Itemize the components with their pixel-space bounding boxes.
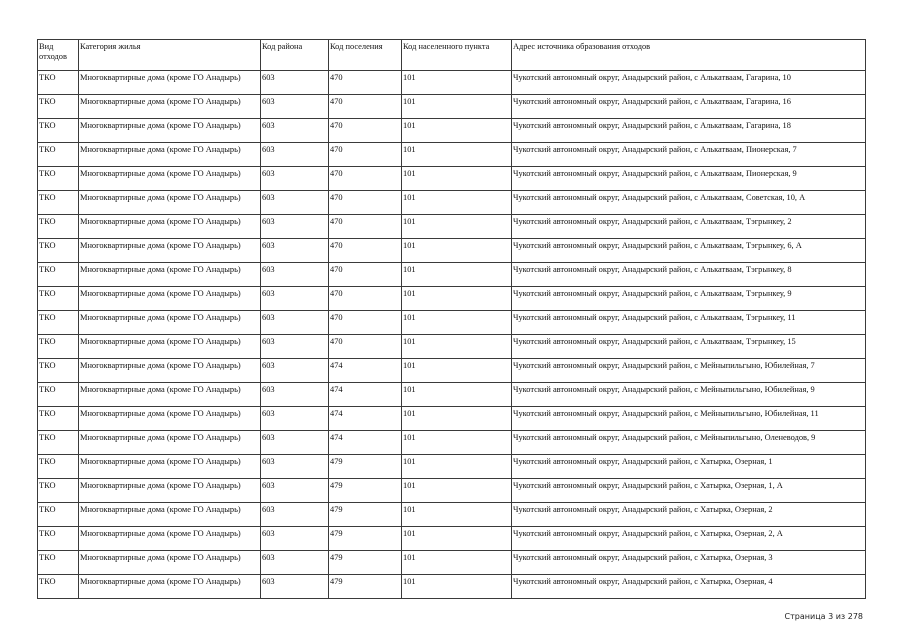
table-row: [38, 191, 866, 215]
cell-district-code: 603: [261, 527, 329, 551]
cell-district-code: 603: [261, 239, 329, 263]
cell-locality-code: 101: [402, 575, 512, 599]
header-locality-code: Код населенного пункта: [402, 40, 512, 71]
cell-source-address: Чукотский автономный округ, Анадырский район, с Алькатваам, Тэгрынкеу, 9: [512, 287, 866, 311]
table-row: [38, 407, 866, 431]
cell-waste-type: ТКО: [38, 431, 79, 455]
cell-source-address: Чукотский автономный округ, Анадырский район, с Мейныпильгыно, Юбилейная, 7: [512, 359, 866, 383]
cell-source-address: Чукотский автономный округ, Анадырский район, с Алькатваам, Советская, 10, А: [512, 191, 866, 215]
cell-housing-category: Многоквартирные дома (кроме ГО Анадырь): [79, 167, 261, 191]
table-row: [38, 551, 866, 575]
cell-waste-type: ТКО: [38, 527, 79, 551]
header-settlement-code: Код поселения: [329, 40, 402, 71]
cell-locality-code: 101: [402, 95, 512, 119]
cell-district-code: 603: [261, 551, 329, 575]
cell-settlement-code: 479: [329, 479, 402, 503]
cell-locality-code: 101: [402, 167, 512, 191]
table-row: [38, 95, 866, 119]
cell-housing-category: Многоквартирные дома (кроме ГО Анадырь): [79, 191, 261, 215]
cell-waste-type: ТКО: [38, 359, 79, 383]
cell-settlement-code: 479: [329, 575, 402, 599]
cell-source-address: Чукотский автономный округ, Анадырский район, с Алькатваам, Тэгрынкеу, 15: [512, 335, 866, 359]
cell-source-address: Чукотский автономный округ, Анадырский район, с Алькатваам, Гагарина, 16: [512, 95, 866, 119]
cell-settlement-code: 470: [329, 239, 402, 263]
cell-waste-type: ТКО: [38, 143, 79, 167]
cell-locality-code: 101: [402, 503, 512, 527]
table-row: [38, 383, 866, 407]
cell-district-code: 603: [261, 71, 329, 95]
header-source-address: Адрес источника образования отходов: [512, 40, 866, 71]
cell-housing-category: Многоквартирные дома (кроме ГО Анадырь): [79, 407, 261, 431]
table-row: [38, 239, 866, 263]
cell-housing-category: Многоквартирные дома (кроме ГО Анадырь): [79, 527, 261, 551]
cell-housing-category: Многоквартирные дома (кроме ГО Анадырь): [79, 479, 261, 503]
cell-district-code: 603: [261, 503, 329, 527]
cell-housing-category: Многоквартирные дома (кроме ГО Анадырь): [79, 311, 261, 335]
cell-source-address: Чукотский автономный округ, Анадырский район, с Мейныпильгыно, Оленеводов, 9: [512, 431, 866, 455]
cell-housing-category: Многоквартирные дома (кроме ГО Анадырь): [79, 431, 261, 455]
cell-housing-category: Многоквартирные дома (кроме ГО Анадырь): [79, 551, 261, 575]
cell-district-code: 603: [261, 215, 329, 239]
cell-source-address: Чукотский автономный округ, Анадырский район, с Хатырка, Озерная, 2, А: [512, 527, 866, 551]
table-row: [38, 143, 866, 167]
cell-settlement-code: 479: [329, 455, 402, 479]
cell-settlement-code: 474: [329, 407, 402, 431]
cell-source-address: Чукотский автономный округ, Анадырский район, с Хатырка, Озерная, 3: [512, 551, 866, 575]
cell-locality-code: 101: [402, 359, 512, 383]
cell-source-address: Чукотский автономный округ, Анадырский район, с Хатырка, Озерная, 4: [512, 575, 866, 599]
cell-settlement-code: 474: [329, 431, 402, 455]
cell-district-code: 603: [261, 167, 329, 191]
cell-waste-type: ТКО: [38, 71, 79, 95]
cell-locality-code: 101: [402, 383, 512, 407]
cell-district-code: 603: [261, 287, 329, 311]
cell-source-address: Чукотский автономный округ, Анадырский район, с Мейныпильгыно, Юбилейная, 9: [512, 383, 866, 407]
cell-source-address: Чукотский автономный округ, Анадырский район, с Хатырка, Озерная, 1, А: [512, 479, 866, 503]
cell-source-address: Чукотский автономный округ, Анадырский район, с Алькатваам, Пионерская, 7: [512, 143, 866, 167]
cell-locality-code: 101: [402, 287, 512, 311]
cell-source-address: Чукотский автономный округ, Анадырский район, с Алькатваам, Гагарина, 18: [512, 119, 866, 143]
cell-locality-code: 101: [402, 407, 512, 431]
cell-district-code: 603: [261, 407, 329, 431]
cell-waste-type: ТКО: [38, 335, 79, 359]
cell-waste-type: ТКО: [38, 503, 79, 527]
cell-locality-code: 101: [402, 119, 512, 143]
cell-settlement-code: 470: [329, 143, 402, 167]
cell-settlement-code: 470: [329, 95, 402, 119]
cell-district-code: 603: [261, 95, 329, 119]
cell-housing-category: Многоквартирные дома (кроме ГО Анадырь): [79, 359, 261, 383]
cell-housing-category: Многоквартирные дома (кроме ГО Анадырь): [79, 143, 261, 167]
table-row: [38, 263, 866, 287]
cell-housing-category: Многоквартирные дома (кроме ГО Анадырь): [79, 455, 261, 479]
cell-settlement-code: 470: [329, 191, 402, 215]
header-housing-category: Категория жилья: [79, 40, 261, 71]
cell-locality-code: 101: [402, 479, 512, 503]
cell-locality-code: 101: [402, 143, 512, 167]
cell-housing-category: Многоквартирные дома (кроме ГО Анадырь): [79, 71, 261, 95]
table-header: [38, 40, 866, 71]
cell-waste-type: ТКО: [38, 263, 79, 287]
cell-waste-type: ТКО: [38, 287, 79, 311]
cell-housing-category: Многоквартирные дома (кроме ГО Анадырь): [79, 263, 261, 287]
cell-locality-code: 101: [402, 239, 512, 263]
cell-settlement-code: 470: [329, 167, 402, 191]
cell-housing-category: Многоквартирные дома (кроме ГО Анадырь): [79, 119, 261, 143]
waste-sources-table: [37, 39, 866, 599]
cell-settlement-code: 470: [329, 335, 402, 359]
cell-locality-code: 101: [402, 191, 512, 215]
cell-waste-type: ТКО: [38, 191, 79, 215]
table-row: [38, 431, 866, 455]
cell-district-code: 603: [261, 479, 329, 503]
table-row: [38, 119, 866, 143]
cell-district-code: 603: [261, 431, 329, 455]
cell-settlement-code: 479: [329, 527, 402, 551]
page-number: Страница 3 из 278: [784, 612, 863, 621]
table-body: [38, 71, 866, 599]
cell-housing-category: Многоквартирные дома (кроме ГО Анадырь): [79, 335, 261, 359]
cell-source-address: Чукотский автономный округ, Анадырский район, с Алькатваам, Тэгрынкеу, 11: [512, 311, 866, 335]
table-row: [38, 575, 866, 599]
cell-district-code: 603: [261, 575, 329, 599]
table-row: [38, 503, 866, 527]
table-row: [38, 287, 866, 311]
cell-source-address: Чукотский автономный округ, Анадырский район, с Алькатваам, Гагарина, 10: [512, 71, 866, 95]
cell-district-code: 603: [261, 311, 329, 335]
cell-locality-code: 101: [402, 431, 512, 455]
cell-housing-category: Многоквартирные дома (кроме ГО Анадырь): [79, 287, 261, 311]
cell-source-address: Чукотский автономный округ, Анадырский район, с Алькатваам, Тэгрынкеу, 8: [512, 263, 866, 287]
cell-waste-type: ТКО: [38, 239, 79, 263]
cell-locality-code: 101: [402, 335, 512, 359]
cell-waste-type: ТКО: [38, 119, 79, 143]
cell-source-address: Чукотский автономный округ, Анадырский район, с Алькатваам, Пионерская, 9: [512, 167, 866, 191]
cell-district-code: 603: [261, 383, 329, 407]
header-waste-type: Вид отходов: [38, 40, 79, 71]
cell-district-code: 603: [261, 455, 329, 479]
cell-waste-type: ТКО: [38, 455, 79, 479]
table-row: [38, 455, 866, 479]
cell-locality-code: 101: [402, 551, 512, 575]
cell-settlement-code: 470: [329, 263, 402, 287]
cell-source-address: Чукотский автономный округ, Анадырский район, с Хатырка, Озерная, 1: [512, 455, 866, 479]
cell-waste-type: ТКО: [38, 215, 79, 239]
cell-waste-type: ТКО: [38, 479, 79, 503]
cell-locality-code: 101: [402, 263, 512, 287]
cell-district-code: 603: [261, 335, 329, 359]
cell-locality-code: 101: [402, 71, 512, 95]
cell-locality-code: 101: [402, 215, 512, 239]
table-row: [38, 71, 866, 95]
cell-housing-category: Многоквартирные дома (кроме ГО Анадырь): [79, 239, 261, 263]
cell-waste-type: ТКО: [38, 575, 79, 599]
cell-settlement-code: 470: [329, 287, 402, 311]
cell-housing-category: Многоквартирные дома (кроме ГО Анадырь): [79, 575, 261, 599]
cell-housing-category: Многоквартирные дома (кроме ГО Анадырь): [79, 215, 261, 239]
table-row: [38, 359, 866, 383]
cell-settlement-code: 470: [329, 311, 402, 335]
cell-source-address: Чукотский автономный округ, Анадырский район, с Алькатваам, Тэгрынкеу, 2: [512, 215, 866, 239]
cell-source-address: Чукотский автономный округ, Анадырский район, с Алькатваам, Тэгрынкеу, 6, А: [512, 239, 866, 263]
cell-waste-type: ТКО: [38, 95, 79, 119]
table-row: [38, 479, 866, 503]
cell-settlement-code: 474: [329, 359, 402, 383]
table-row: [38, 215, 866, 239]
cell-waste-type: ТКО: [38, 311, 79, 335]
header-district-code: Код района: [261, 40, 329, 71]
cell-source-address: Чукотский автономный округ, Анадырский район, с Хатырка, Озерная, 2: [512, 503, 866, 527]
cell-district-code: 603: [261, 359, 329, 383]
cell-settlement-code: 470: [329, 119, 402, 143]
cell-district-code: 603: [261, 119, 329, 143]
table-row: [38, 311, 866, 335]
cell-housing-category: Многоквартирные дома (кроме ГО Анадырь): [79, 95, 261, 119]
cell-district-code: 603: [261, 191, 329, 215]
cell-locality-code: 101: [402, 527, 512, 551]
cell-housing-category: Многоквартирные дома (кроме ГО Анадырь): [79, 503, 261, 527]
cell-housing-category: Многоквартирные дома (кроме ГО Анадырь): [79, 383, 261, 407]
table-row: [38, 167, 866, 191]
cell-settlement-code: 470: [329, 215, 402, 239]
cell-waste-type: ТКО: [38, 407, 79, 431]
cell-district-code: 603: [261, 143, 329, 167]
cell-locality-code: 101: [402, 455, 512, 479]
cell-settlement-code: 479: [329, 503, 402, 527]
cell-settlement-code: 474: [329, 383, 402, 407]
cell-district-code: 603: [261, 263, 329, 287]
cell-waste-type: ТКО: [38, 551, 79, 575]
table-row: [38, 527, 866, 551]
cell-waste-type: ТКО: [38, 383, 79, 407]
cell-waste-type: ТКО: [38, 167, 79, 191]
cell-settlement-code: 479: [329, 551, 402, 575]
cell-source-address: Чукотский автономный округ, Анадырский район, с Мейныпильгыно, Юбилейная, 11: [512, 407, 866, 431]
table-row: [38, 335, 866, 359]
cell-locality-code: 101: [402, 311, 512, 335]
header-row: [38, 40, 866, 71]
cell-settlement-code: 470: [329, 71, 402, 95]
